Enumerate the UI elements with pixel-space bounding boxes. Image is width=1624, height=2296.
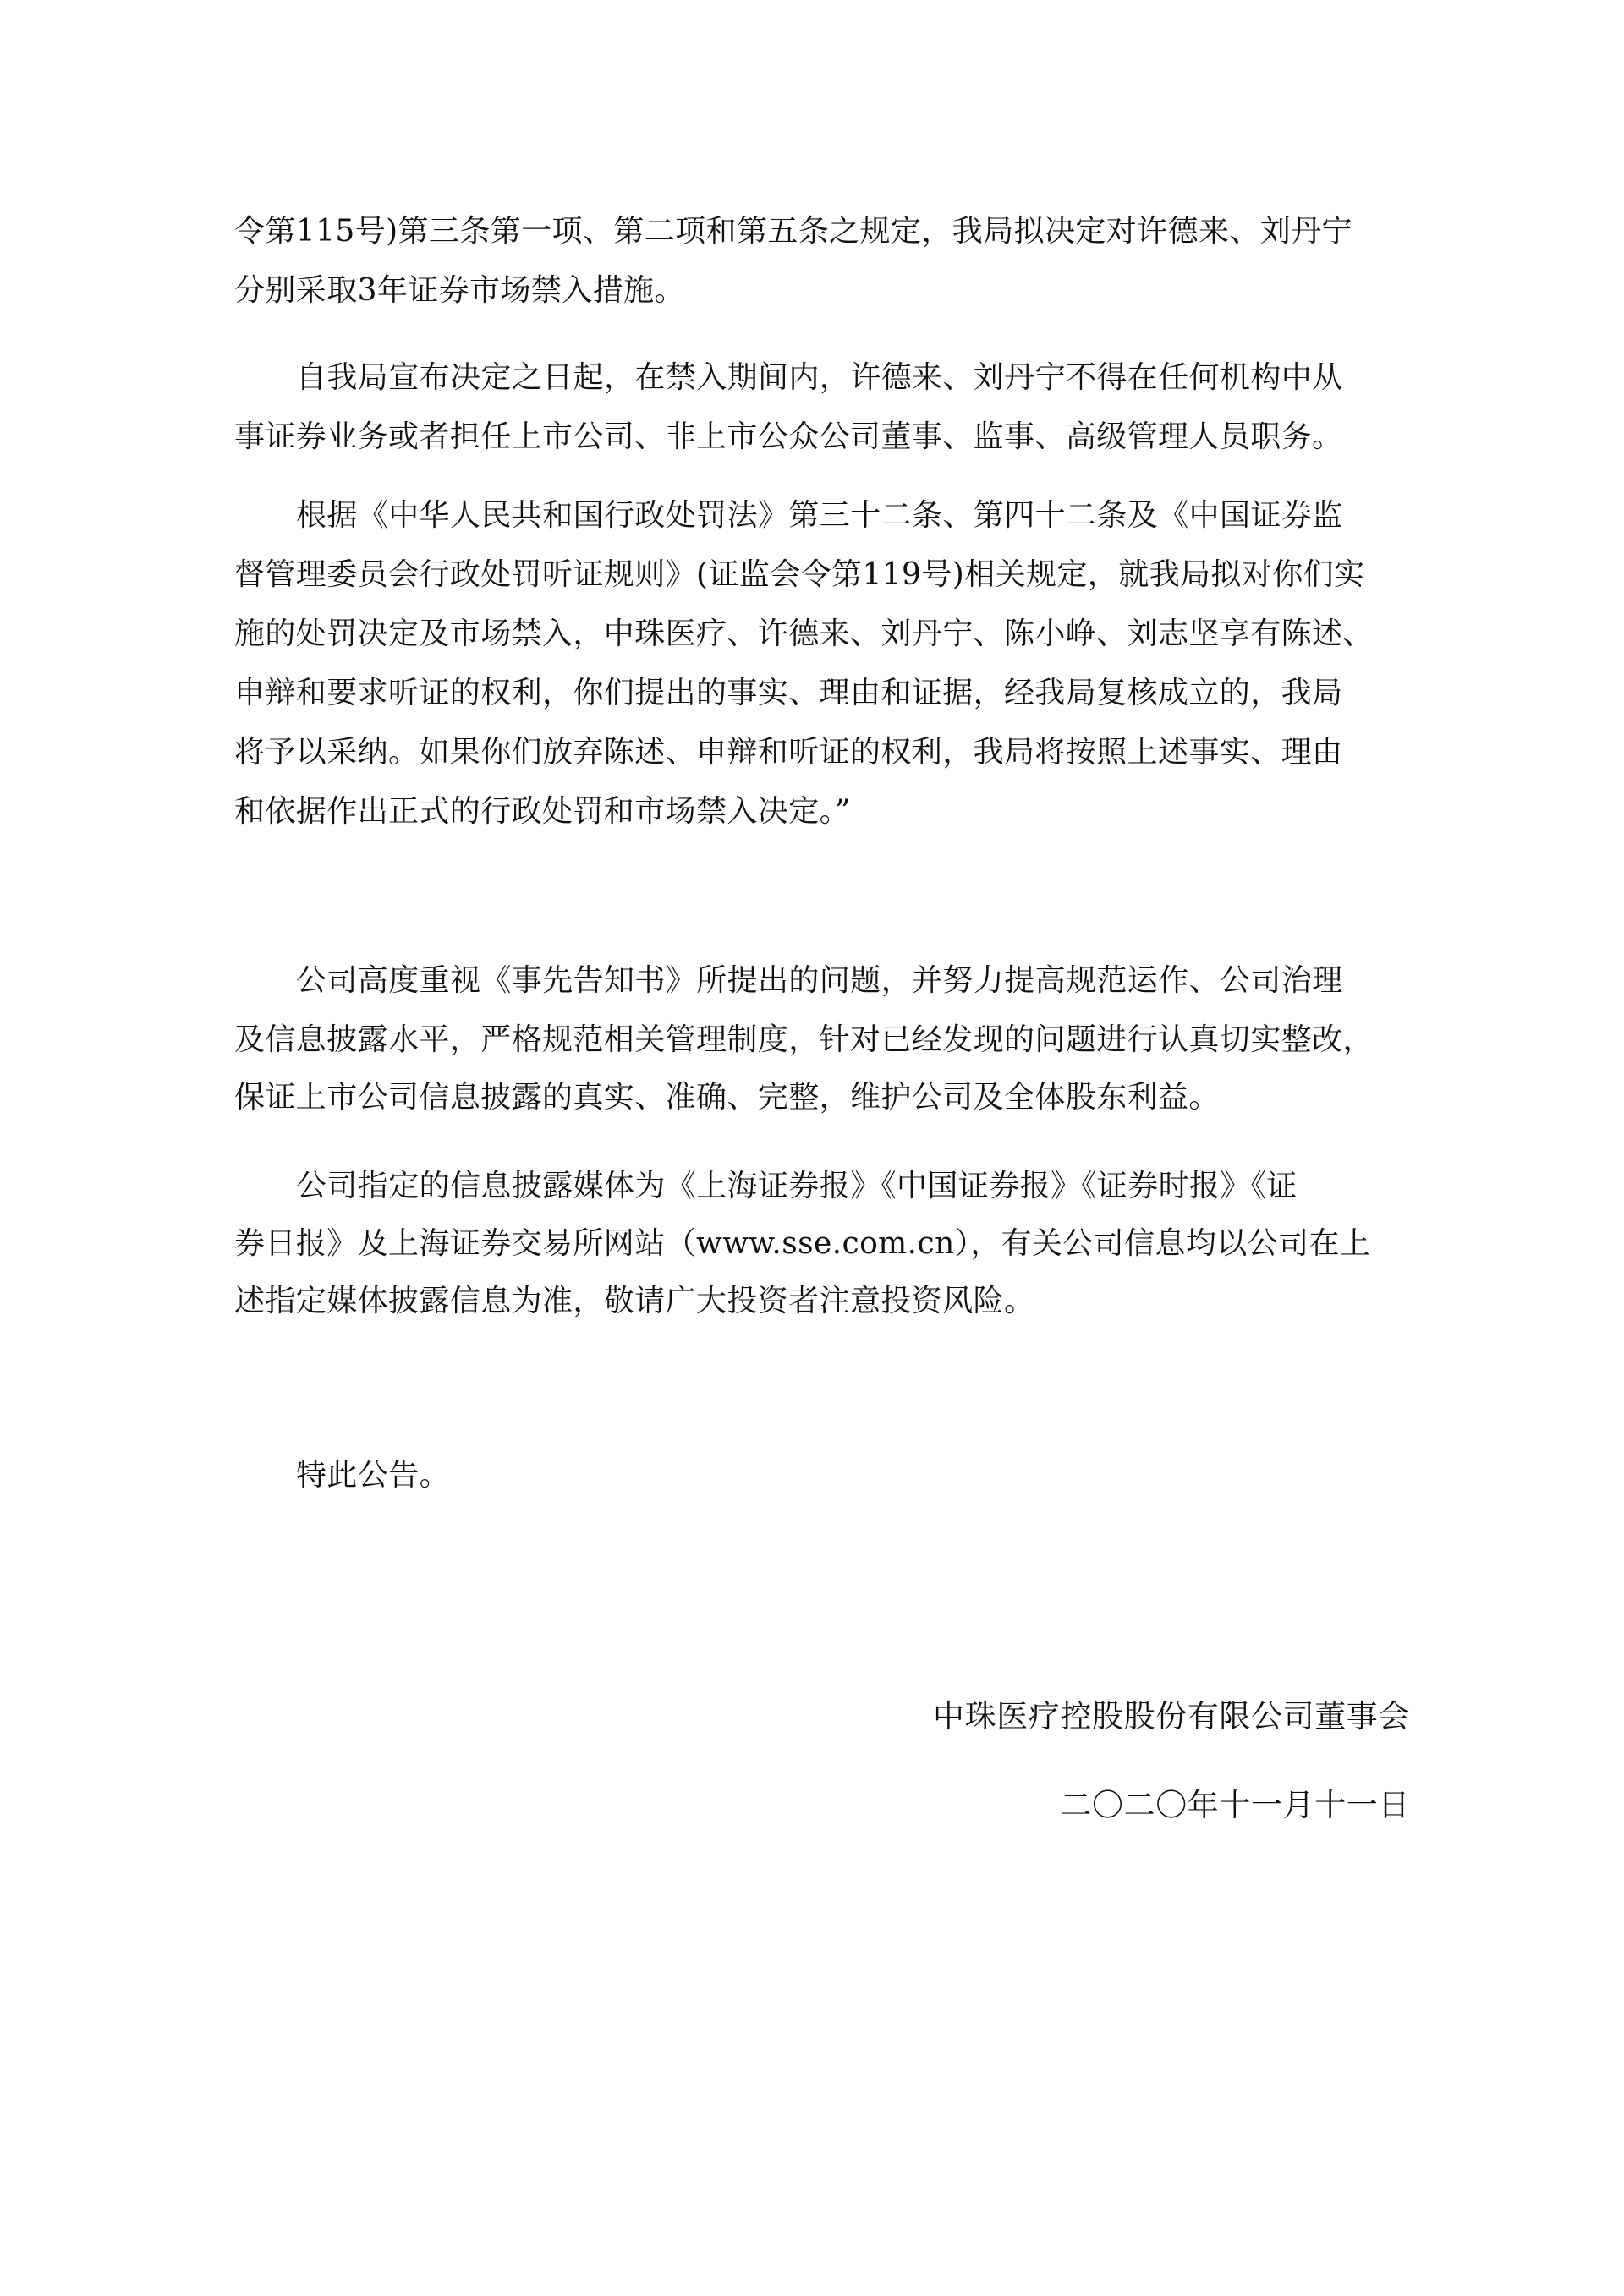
paragraph-line: 根据《中华人民共和国行政处罚法》第三十二条、第四十二条及《中国证券监 (296, 498, 1343, 533)
paragraph-line: 券日报》及上海证券交易所网站（www.sse.com.cn），有关公司信息均以公司在上 (234, 1226, 1371, 1261)
paragraph-line: 公司指定的信息披露媒体为《上海证券报》《中国证券报》《证券时报》《证 (296, 1169, 1298, 1203)
signature-company: 中珠医疗控股股份有限公司董事会 (933, 1698, 1410, 1734)
paragraph-line: 申辩和要求听证的权利，你们提出的事实、理由和证据，经我局复核成立的，我局 (234, 676, 1343, 710)
paragraph-line: 和依据作出正式的行政处罚和市场禁入决定。” (234, 794, 851, 829)
paragraph-line: 施的处罚决定及市场禁入，中珠医疗、许德来、刘丹宁、陈小峥、刘志坚享有陈述、 (234, 616, 1374, 651)
paragraph-line: 述指定媒体披露信息为准，敬请广大投资者注意投资风险。 (234, 1284, 1035, 1318)
paragraph-line: 督管理委员会行政处罚听证规则》(证监会令第119号)相关规定，就我局拟对你们实 (234, 557, 1365, 592)
signature-date: 二〇二〇年十一月十一日 (1060, 1787, 1410, 1823)
paragraph-line: 及信息披露水平，严格规范相关管理制度，针对已经发现的问题进行认真切实整改， (234, 1022, 1374, 1057)
paragraph-line: 保证上市公司信息披露的真实、准确、完整，维护公司及全体股东利益。 (234, 1080, 1220, 1115)
paragraph-line: 将予以采纳。如果你们放弃陈述、申辩和听证的权利，我局将按照上述事实、理由 (234, 735, 1343, 770)
paragraph-line: 分别采取3年证券市场禁入措施。 (234, 273, 685, 308)
paragraph-line: 令第115号)第三条第一项、第二项和第五条之规定，我局拟决定对许德来、刘丹宁 (234, 214, 1352, 249)
paragraph-line: 公司高度重视《事先告知书》所提出的问题，并努力提高规范运作、公司治理 (296, 963, 1343, 998)
paragraph-line: 自我局宣布决定之日起，在禁入期间内，许德来、刘丹宁不得在任何机构中从 (296, 360, 1343, 395)
closing-statement: 特此公告。 (296, 1458, 451, 1493)
paragraph-line: 事证券业务或者担任上市公司、非上市公众公司董事、监事、高级管理人员职务。 (234, 419, 1343, 454)
